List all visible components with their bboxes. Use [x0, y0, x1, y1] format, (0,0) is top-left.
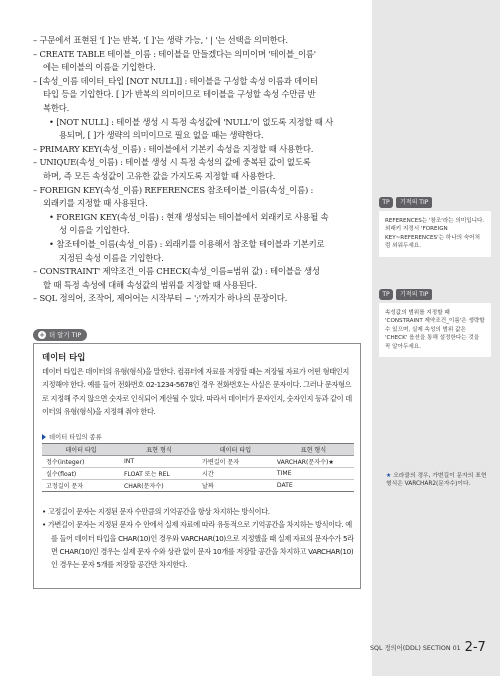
section-label: SQL 정의어(DDL) SECTION 01 [370, 645, 461, 652]
page-footer [370, 640, 486, 655]
rule-line: 지정된 속성 이름을 기입한다. [59, 252, 164, 263]
bullet-item: • 가변길이 문자는 지정된 문자 수 안에서 실제 자료에 따라 유동적으로 기억공간을 차지하는 방식이다. 예를 들어 데이터 타입을 CHAR(10)인 경우와 VARCHAR(10)으로 지정했을 때 실제 자료의 문자수가 5라면 CHAR(10)인 경우는 실제 문자 수와 상관 없이 문자 10개를 저장할 공간을 차지하고 VARCHAR(10)인 경우는 문자 5개를 저장할 공간만 차지한다. [42, 520, 354, 570]
table-cell: 실수(float) [42, 468, 120, 480]
more-tip-label: 더 알기 TIP [49, 331, 82, 339]
tip-label: 기적의 TIP [396, 197, 432, 208]
tip-header [379, 288, 491, 300]
rule-line: – FOREIGN KEY(속성_이름) REFERENCES 참조테이블_이름(속성_이름) : [33, 184, 314, 195]
tip-icon: TP [379, 289, 393, 300]
table-cell: TIME [273, 468, 354, 480]
table-cell: 고정길이 문자 [42, 480, 120, 492]
table-row [42, 468, 354, 480]
box-body: 데이터 타입은 데이터의 유형(형식)을 말한다. 컴퓨터에 자료를 저장할 때는 저장될 자료가 어떤 형태인지 지정해야 한다. 예를 들어 전화번호 02-1234-5678인 경우 전화번호는 사실은 문자이다. 그러나 문자형으로 지정해 주지 않으면 숫자로 인식되어 계산될 수 있다. 따라서 데이터가 문자인지, 숫자인지 등과 같이 데이터의 유형(형식)을 지정해 줘야 한다. [42, 367, 352, 416]
tip-body: REFERENCES는 '참조'라는 의미입니다. 외래키 지정시 'FOREIGN KEY~REFERENCES'는 하나의 숙어처럼 외워두세요. [379, 211, 491, 257]
side-note-text: 오라클의 경우, 가변길이 문자의 표현 형식은 VARCHAR2(문자수)이다. [386, 473, 487, 488]
table-caption-text: 데이터 타입의 종류 [49, 434, 102, 441]
page-number: 2-7 [464, 640, 486, 655]
tip-header [379, 196, 491, 208]
more-tip-badge [33, 329, 87, 341]
box-title: 데이터 타입 [42, 352, 86, 362]
table-row [42, 456, 354, 468]
side-tip-constraint [379, 288, 491, 357]
triangle-icon [42, 434, 46, 440]
table-cell: CHAR(문자수) [120, 480, 198, 492]
box-bullets [42, 505, 354, 571]
data-type-box [33, 343, 361, 589]
bullet-item: • 고정길이 문자는 지정된 문자 수만큼의 기억공간을 항상 차지하는 방식이다. [42, 507, 270, 516]
rule-line: – 구문에서 표현된 '[ ]'는 반복, '[ ]'는 생략 가능, ' | '는 선택을 의미한다. [33, 35, 288, 45]
data-type-table [42, 443, 354, 492]
rule-line: – SQL 정의어, 조작어, 제어어는 시작부터 ~ ';'까지가 하나의 문장이다. [33, 293, 288, 304]
table-cell: FLOAT 또는 REL [120, 468, 198, 480]
create-table-explanation [33, 34, 360, 306]
side-tip-references [379, 196, 491, 257]
table-cell: INT [120, 456, 198, 468]
star-icon: ★ [386, 473, 392, 479]
rule-line: – [속성_이름 데이터_타입 [NOT NULL]] : 테이블을 구성할 속성 이름과 데이터 [33, 75, 318, 86]
plus-icon: + [39, 331, 45, 339]
rule-line: 용되며, [ ]가 생략의 의미이므로 필요 없을 때는 생략한다. [59, 130, 264, 141]
rule-line: – PRIMARY KEY(속성_이름) : 테이블에서 기본키 속성을 지정할 때 사용한다. [33, 143, 314, 154]
table-cell: 날짜 [198, 480, 273, 492]
table-header: 데이터 타입 [198, 444, 273, 456]
rule-line: 하며, 즉 모든 속성값이 고유한 값을 가지도록 지정할 때 사용한다. [43, 170, 276, 181]
table-header: 표현 형식 [120, 444, 198, 456]
rule-line: 성 이름을 기입한다. [59, 225, 130, 236]
rule-line: – CREATE TABLE 테이블_이름 : 테이블을 만들겠다는 의미이며 '테이블_이름' [33, 48, 316, 59]
table-header: 데이터 타입 [42, 444, 120, 456]
rule-line: 할 때 특정 속성에 대해 속성값의 범위를 지정할 때 사용된다. [43, 279, 257, 290]
tip-icon: TP [379, 197, 393, 208]
tip-label: 기적의 TIP [396, 289, 432, 300]
tip-body: 속성값의 범위를 지정할 때 'CONSTRAINT 제약조건_이름'은 생략할 수 있으며, 실제 속성의 범위 값은 'CHECK' 옵션을 통해 설정한다는 것을 꼭 알아두세요. [379, 303, 491, 357]
table-cell: VARCHAR(문자수)★ [273, 456, 354, 468]
rule-line: 외래키를 지정할 때 사용된다. [43, 198, 148, 209]
table-cell: 정수(integer) [42, 456, 120, 468]
table-caption [42, 432, 102, 441]
rule-line: 에는 테이블의 이름을 기입한다. [43, 62, 156, 73]
table-cell: 시간 [198, 468, 273, 480]
table-header: 표현 형식 [273, 444, 354, 456]
rule-line: 타입 등을 기입한다. [ ]가 반복의 의미이므로 테이블을 구성할 속성 수만큼 반 [43, 89, 316, 100]
table-cell: 가변길이 문자 [198, 456, 273, 468]
table-row [42, 480, 354, 492]
rule-line: – UNIQUE(속성_이름) : 테이블 생성 시 특정 속성의 값에 중복된 값이 없도록 [33, 157, 311, 168]
rule-line: 복한다. [43, 102, 70, 113]
table-header-row [42, 444, 354, 456]
rule-line: • FOREIGN KEY(속성_이름) : 현재 생성되는 테이블에서 외래키로 사용될 속 [49, 211, 329, 222]
rule-line: • [NOT NULL] : 테이블 생성 시 특정 속성값에 'NULL'이 없도록 지정할 때 사 [49, 116, 334, 127]
rule-line: – CONSTRAINT' 제약조건_이름 CHECK(속성_이름=범위 값) : 테이블을 생성 [33, 266, 320, 277]
table-cell: DATE [273, 480, 354, 492]
side-note-oracle [386, 472, 488, 489]
rule-line: • 참조테이블_이름(속성_이름) : 외래키를 이용해서 참조할 테이블과 기본키로 [49, 238, 325, 249]
